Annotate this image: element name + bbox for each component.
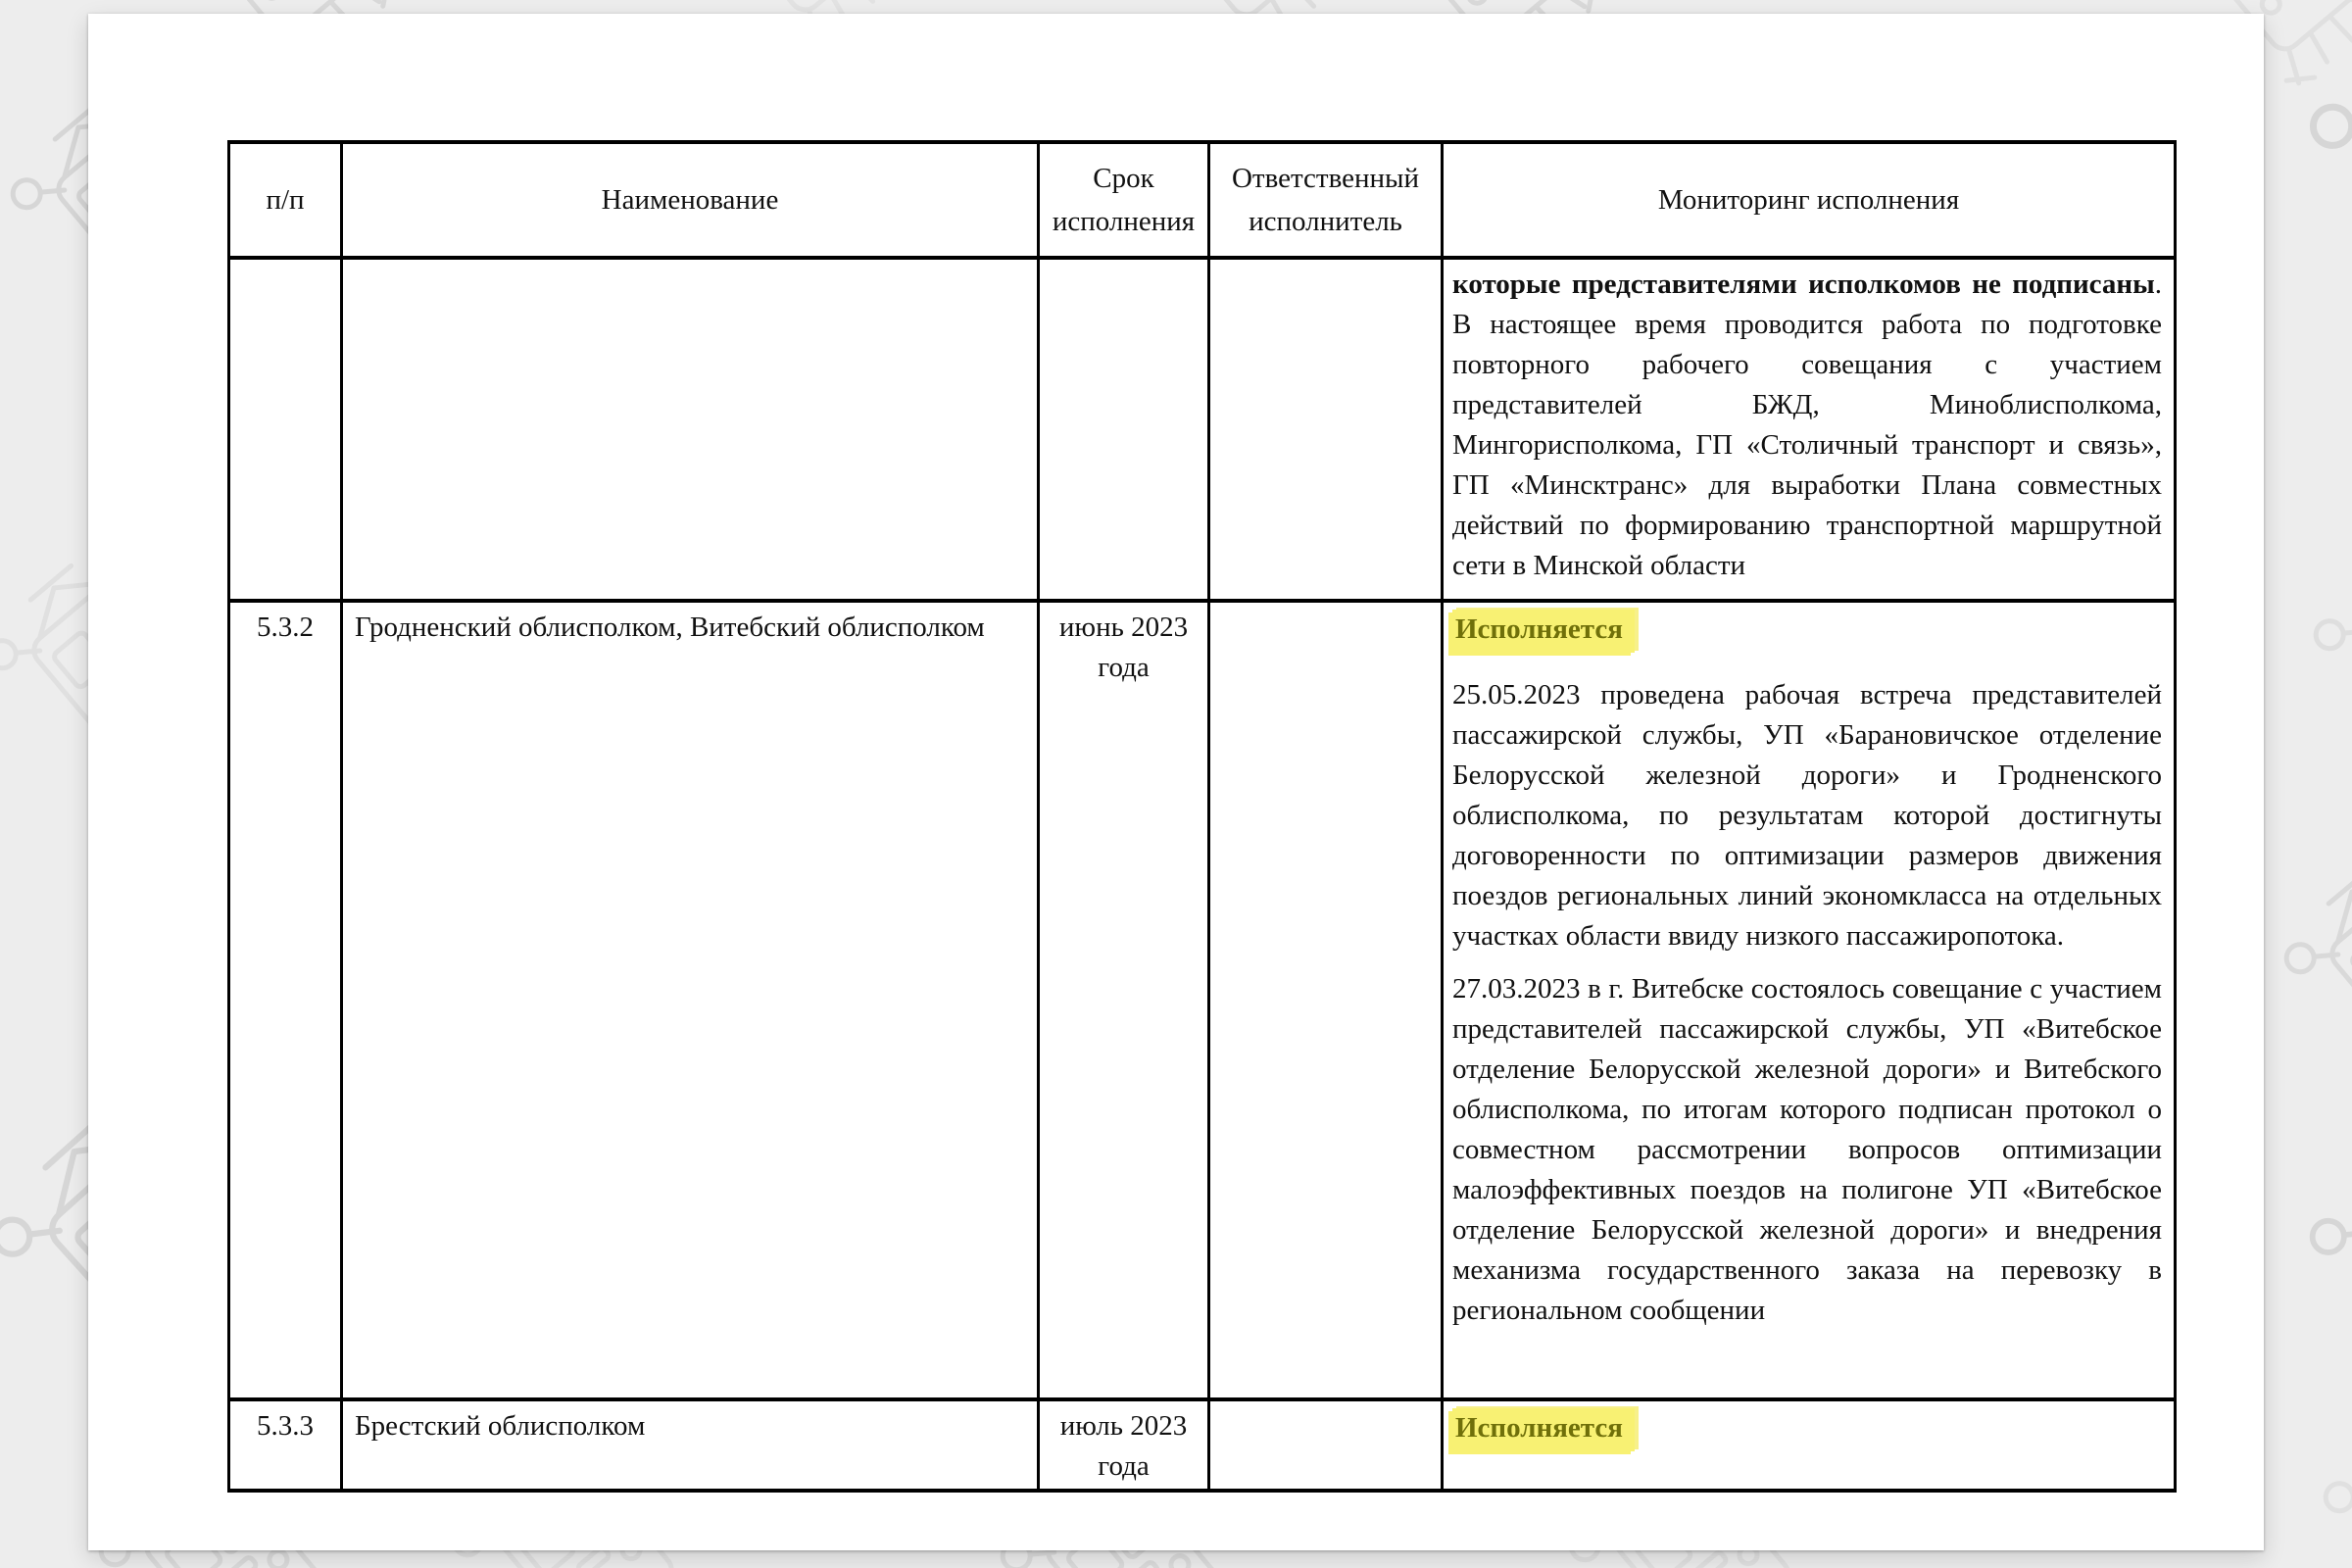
cell-responsible xyxy=(1209,601,1443,1399)
cell-num: 5.3.2 xyxy=(229,601,342,1399)
monitoring-paragraph xyxy=(1452,265,2162,586)
cell-term xyxy=(1039,258,1209,601)
cell-responsible xyxy=(1209,1399,1443,1491)
table-row-5-3-3 xyxy=(229,1399,2176,1491)
cell-monitoring xyxy=(1443,258,2176,601)
header-term: Срок исполнения xyxy=(1039,142,1209,258)
cell-term: июль 2023 года xyxy=(1039,1399,1209,1491)
monitoring-bold-lead: которые представителями исполкомов не подписаны xyxy=(1452,269,2155,300)
cell-num: 5.3.3 xyxy=(229,1399,342,1491)
cell-monitoring xyxy=(1443,601,2176,1399)
cell-name xyxy=(342,258,1039,601)
monitoring-table xyxy=(227,140,2177,1493)
cell-term: июнь 2023 года xyxy=(1039,601,1209,1399)
table-row-5-3-2 xyxy=(229,601,2176,1399)
status-badge: Исполняется xyxy=(1452,1408,1635,1451)
monitoring-text: . В настоящее время проводится работа по подготовке повторного рабочего совещания с участием представителей БЖД, Миноблисполкома, Мингорисполкома, ГП «Столичный транспорт и связь», ГП «Минсктранс» для выработки Плана совместных действий по формированию транспортной маршрутной сети в Минской области xyxy=(1452,269,2162,581)
cell-responsible xyxy=(1209,258,1443,601)
status-line xyxy=(1452,610,2162,653)
cell-name: Гродненский облисполком, Витебский облисполком xyxy=(342,601,1039,1399)
header-name: Наименование xyxy=(342,142,1039,258)
status-line xyxy=(1452,1408,2162,1451)
monitoring-paragraph: 25.05.2023 проведена рабочая встреча представителей пассажирской службы, УП «Барановичское отделение Белорусской железной дороги» и Гродненского облисполкома, по результатам которой достигнуты договоренности по оптимизации размеров движения поездов региональных линий экономкласса на отдельных участках области ввиду низкого пассажиропотока. xyxy=(1452,679,2162,952)
header-responsible: Ответственный исполнитель xyxy=(1209,142,1443,258)
cell-name: Брестский облисполком xyxy=(342,1399,1039,1491)
status-badge: Исполняется xyxy=(1452,610,1635,653)
document-page xyxy=(88,14,2264,1550)
cell-monitoring xyxy=(1443,1399,2176,1491)
header-num: п/п xyxy=(229,142,342,258)
header-monitoring: Мониторинг исполнения xyxy=(1443,142,2176,258)
table-row-continuation xyxy=(229,258,2176,601)
cell-num xyxy=(229,258,342,601)
monitoring-paragraph: 27.03.2023 в г. Витебске состоялось совещание с участием представителей пассажирской службы, УП «Витебское отделение Белорусской железной дороги» и Витебского облисполкома, по итогам которого подписан протокол о совместном рассмотрении вопросов оптимизации малоэффективных поездов на полигоне УП «Витебское отделение Белорусской железной дороги» и внедрения механизма государственного заказа на перевозку в региональном сообщении xyxy=(1452,973,2162,1326)
table-header-row xyxy=(229,142,2176,258)
